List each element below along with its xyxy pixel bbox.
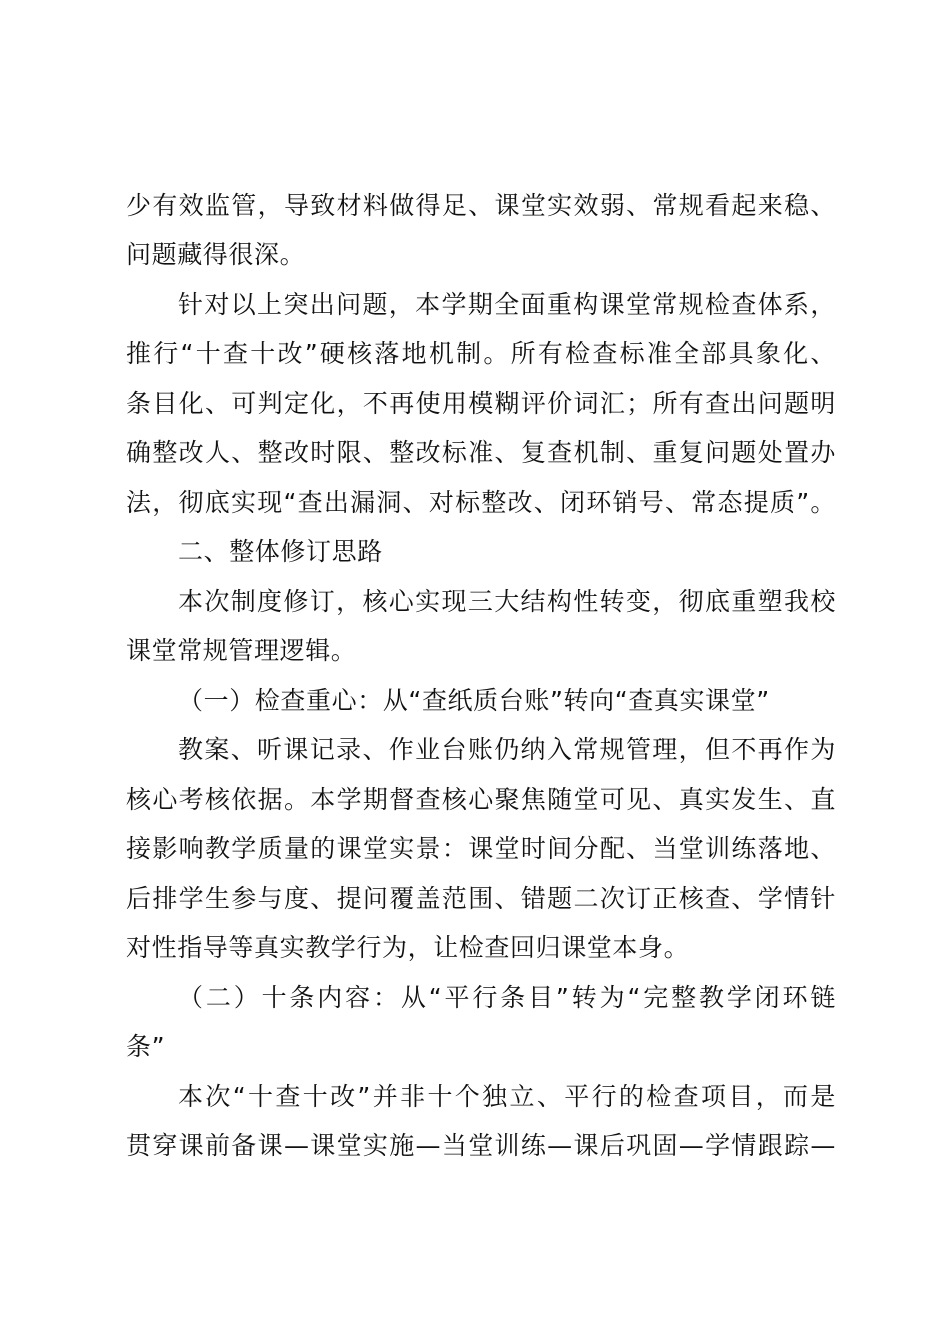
text-line: 问题藏得很深。 [126,240,306,269]
text-line: 推行“十查十改”硬核落地机制。所有检查标准全部具象化、 [126,339,836,368]
text-line: 核心考核依据。本学期督查核心聚焦随堂可见、真实发生、直 [126,785,836,814]
text-line: 少有效监管，导致材料做得足、课堂实效弱、常规看起来稳、 [126,191,836,220]
section-heading: 二、整体修订思路 [178,537,383,566]
text-line: 法，彻底实现“查出漏洞、对标整改、闭环销号、常态提质”。 [126,488,836,517]
subsection-heading: （二）十条内容：从“平行条目”转为“完整教学闭环链 [178,983,836,1012]
text-line: 对性指导等真实教学行为，让检查回归课堂本身。 [126,933,690,962]
text-line: 教案、听课记录、作业台账仍纳入常规管理，但不再作为 [178,735,836,764]
text-line: 条” [126,1032,166,1061]
text-line: 针对以上突出问题，本学期全面重构课堂常规检查体系， [178,290,836,319]
text-line: 条目化、可判定化，不再使用模糊评价词汇；所有查出问题明 [126,389,836,418]
text-line: 确整改人、整改时限、整改标准、复查机制、重复问题处置办 [126,438,836,467]
text-line: 课堂常规管理逻辑。 [126,636,357,665]
text-line: 贯穿课前备课—课堂实施—当堂训练—课后巩固—学情跟踪— [126,1131,836,1160]
text-line: 本次“十查十改”并非十个独立、平行的检查项目，而是 [178,1082,836,1111]
text-line: 后排学生参与度、提问覆盖范围、错题二次订正核查、学情针 [126,884,836,913]
text-line: 本次制度修订，核心实现三大结构性转变，彻底重塑我校 [178,587,836,616]
text-line: 接影响教学质量的课堂实景：课堂时间分配、当堂训练落地、 [126,834,836,863]
subsection-heading: （一）检查重心：从“查纸质台账”转向“查真实课堂” [178,686,770,715]
